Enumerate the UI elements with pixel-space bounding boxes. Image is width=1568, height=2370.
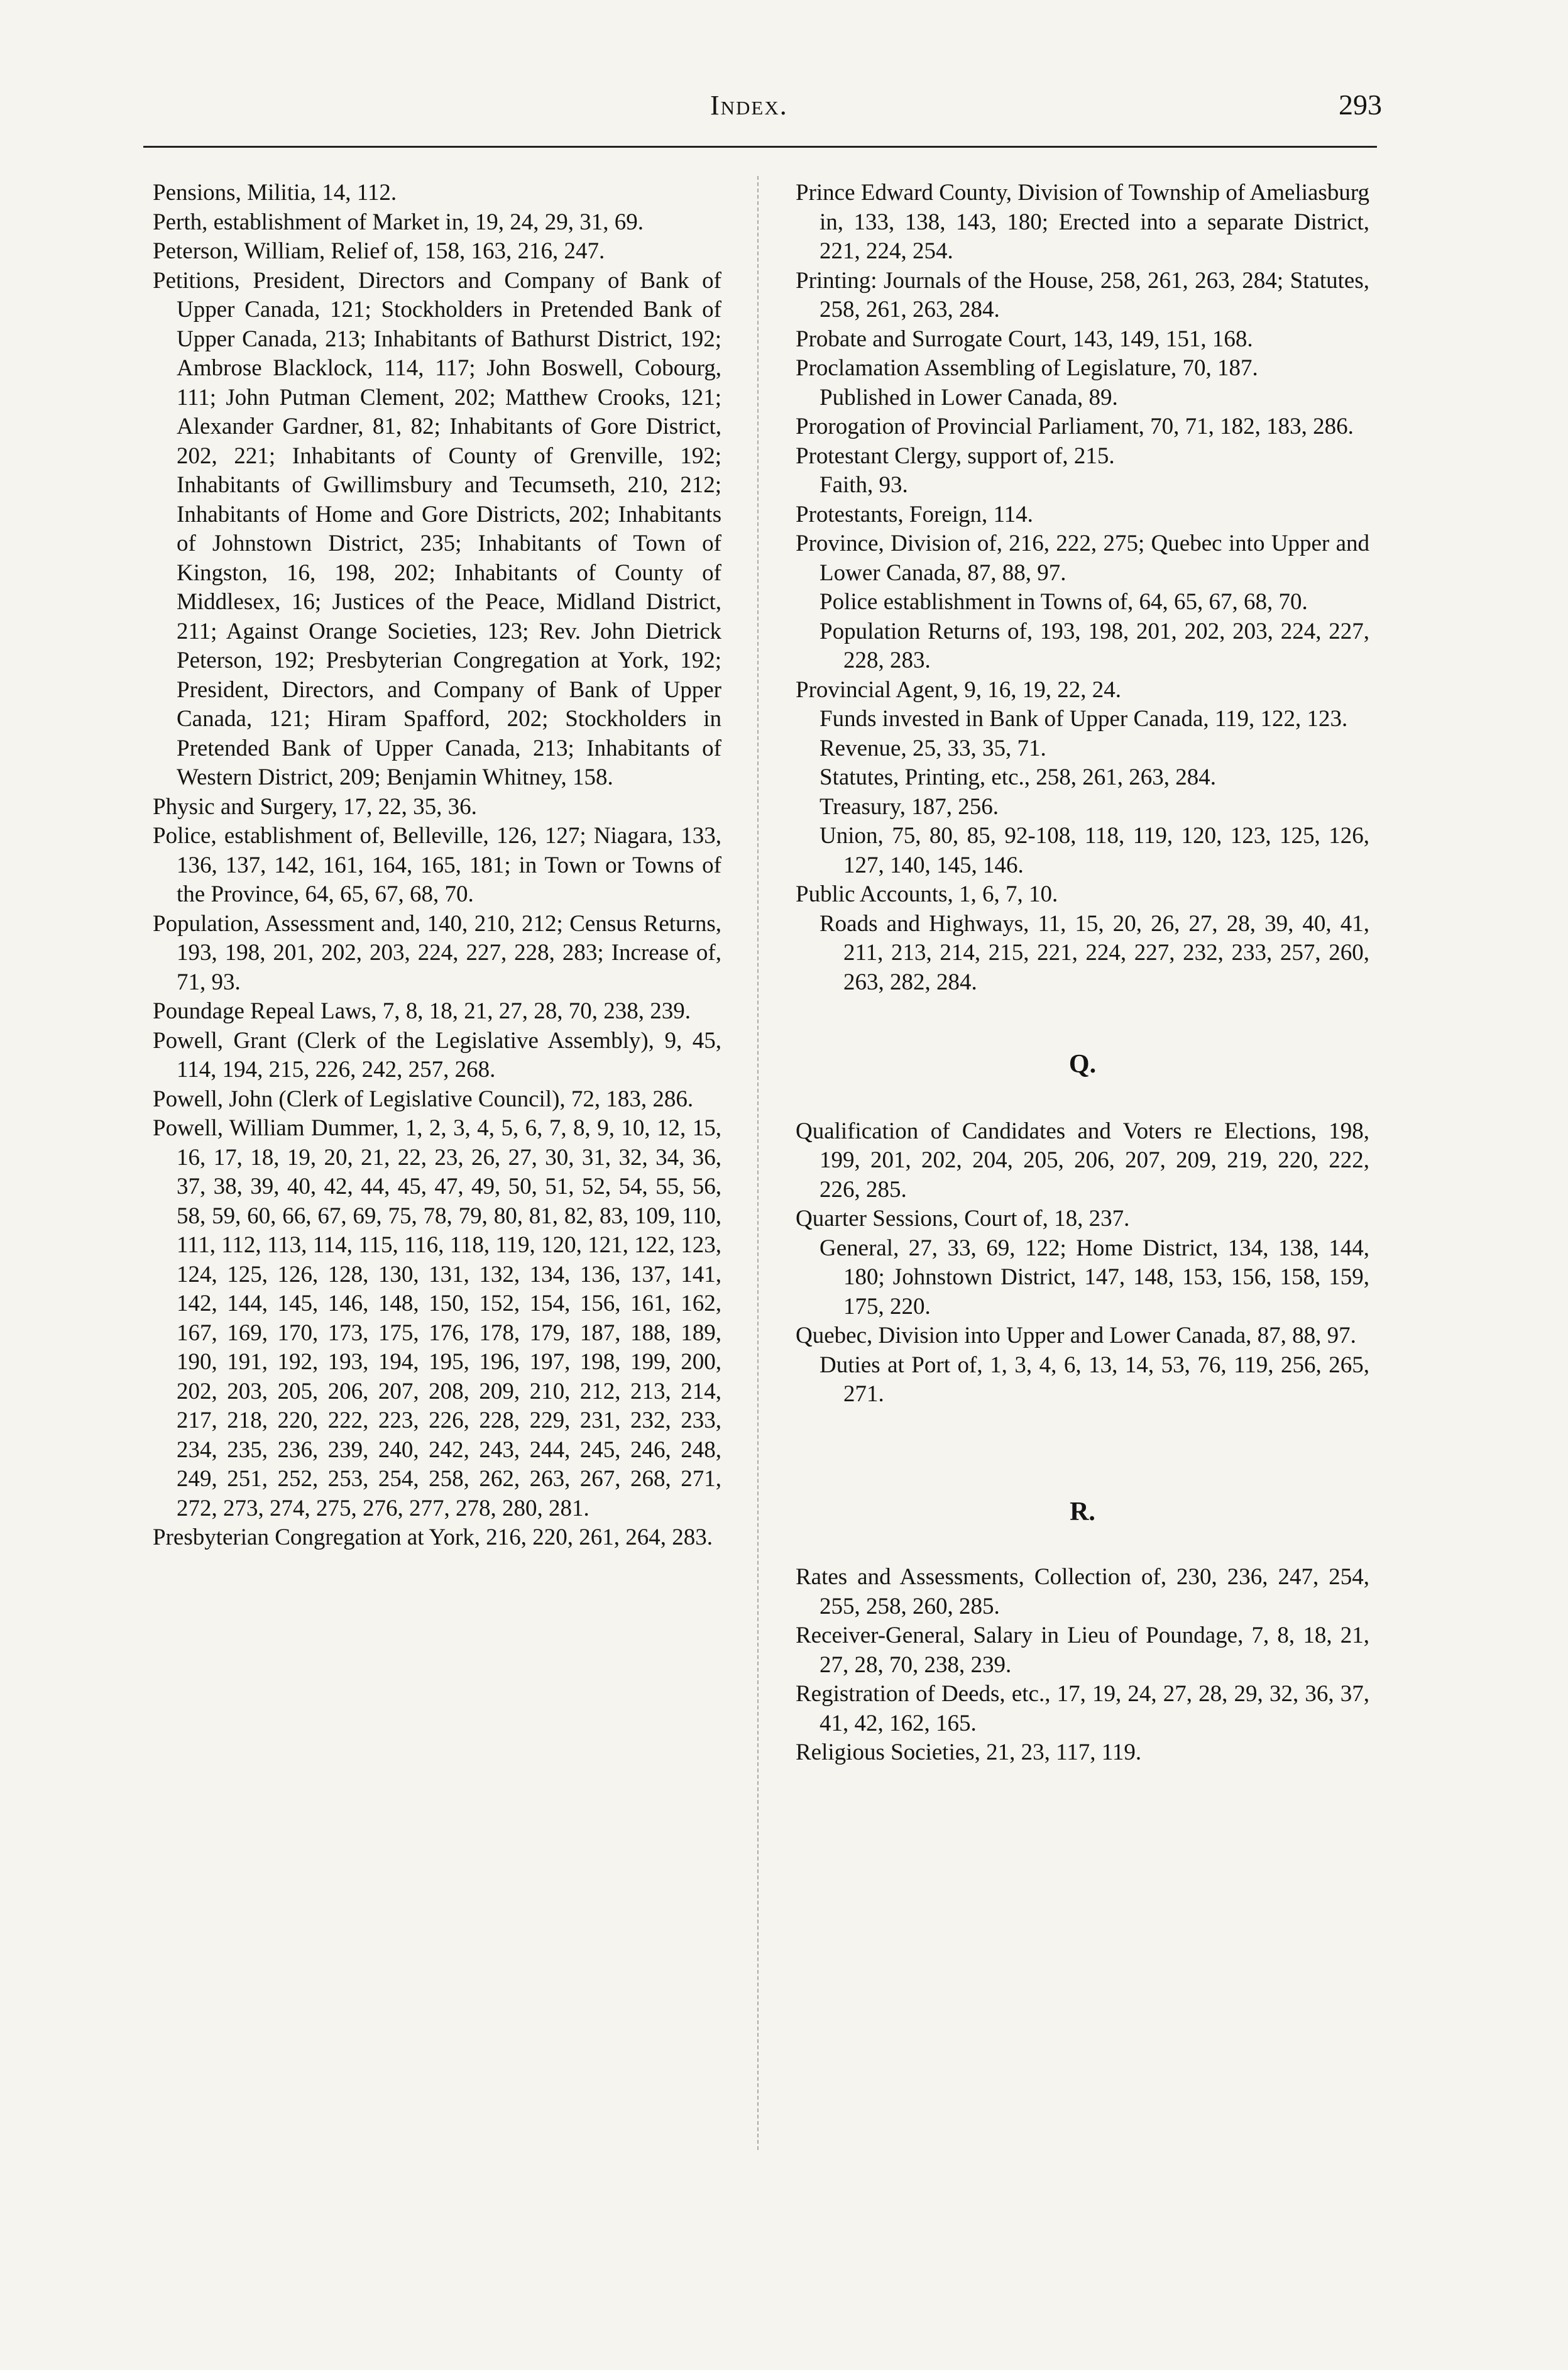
index-entry: Prorogation of Provincial Parliament, 70, 71, 182, 183, 286.	[796, 414, 1354, 439]
index-entry-petitions: Petitions, President, Directors and Company of Bank of Upper Canada, 121; Stockholders in Pretended Bank of Upper Canada, 213; Inhabitants of Bathurst District, 192; Ambrose Blacklock, 114, 117; John Boswell, Cobourg, 111; John Putman Clement, 202; Matthew Crooks, 121; Alexander Gardner, 81, 82; Inhabitants of Gore District, 202, 221; Inhabitants of County of Grenville, 192; Inhabitants of Gwillimsbury and Tecumseth, 210, 212; Inhabitants of Home and Gore Districts, 202; Inhabitants of Johnstown District, 235; Inhabitants of Town of Kingston, 16, 198, 202; Inhabitants of County of Middlesex, 16; Justices of the Peace, Midland District, 211; Against Orange Societies, 123; Rev. John Dietrick Peterson, 192; Presbyterian Congregation at York, 192; President, Directors, and Company of Bank of Upper Canada, 121; Hiram Spafford, 202; Stockholders in Pretended Bank of Upper Canada, 213; Inhabitants of Western District, 209; Benjamin Whitney, 158.	[153, 267, 721, 790]
index-entry: Religious Societies, 21, 23, 117, 119.	[796, 1739, 1142, 1765]
index-entry-pensions-militia: Pensions, Militia, 14, 112.	[153, 180, 397, 206]
index-entry-population: Population, Assessment and, 140, 210, 212; Census Returns, 193, 198, 201, 202, 203, 224, 227, 228, 283; Increase of, 71, 93.	[153, 910, 721, 995]
index-entry-police: Police, establishment of, Belleville, 126, 127; Niagara, 133, 136, 137, 142, 161, 164, 165, 181; in Town or Towns of the Province, 64, 65, 67, 68, 70.	[153, 823, 721, 907]
index-subentry: Roads and Highways, 11, 15, 20, 26, 27, 28, 39, 40, 41, 211, 213, 214, 215, 221, 224, 227, 232, 233, 257, 260, 263, 282, 284.	[820, 910, 1369, 995]
index-entry: Probate and Surrogate Court, 143, 149, 151, 168.	[796, 326, 1253, 352]
index-entry: Rates and Assessments, Collection of, 230, 236, 247, 254, 255, 258, 260, 285.	[796, 1564, 1369, 1619]
index-entry: Protestant Clergy, support of, 215.	[796, 443, 1115, 469]
section-heading-r: R.	[1070, 1497, 1095, 1526]
index-entry: Quarter Sessions, Court of, 18, 237.	[796, 1206, 1130, 1232]
index-entry: Proclamation Assembling of Legislature, 70, 187.	[796, 355, 1258, 381]
index-entry: Printing: Journals of the House, 258, 261, 263, 284; Statutes, 258, 261, 263, 284.	[796, 267, 1369, 322]
index-entry: Public Accounts, 1, 6, 7, 10.	[796, 881, 1058, 907]
index-entry: Province, Division of, 216, 222, 275; Quebec into Upper and Lower Canada, 87, 88, 97.	[796, 531, 1369, 586]
index-entry: Receiver-General, Salary in Lieu of Poundage, 7, 8, 18, 21, 27, 28, 70, 238, 239.	[796, 1623, 1369, 1678]
index-subentry: Statutes, Printing, etc., 258, 261, 263, 284.	[820, 764, 1217, 790]
index-entry-poundage-repeal: Poundage Repeal Laws, 7, 8, 18, 21, 27, 28, 70, 238, 239.	[153, 998, 691, 1024]
index-subentry: Published in Lower Canada, 89.	[820, 384, 1118, 411]
index-entry-peterson-william: Peterson, William, Relief of, 158, 163, 216, 247.	[153, 238, 605, 264]
r-entries-group	[796, 1563, 1369, 1768]
right-column	[796, 179, 1369, 1768]
header-rule	[143, 146, 1377, 148]
index-entry: Provincial Agent, 9, 16, 19, 22, 24.	[796, 676, 1121, 703]
index-entry: Protestants, Foreign, 114.	[796, 501, 1033, 527]
index-subentry: Funds invested in Bank of Upper Canada, 119, 122, 123.	[820, 706, 1348, 732]
index-entry-perth: Perth, establishment of Market in, 19, 24, 29, 31, 69.	[153, 209, 644, 235]
index-subentry: Union, 75, 80, 85, 92-108, 118, 119, 120, 123, 125, 126, 127, 140, 145, 146.	[820, 823, 1369, 878]
section-heading-q: Q.	[1068, 1050, 1097, 1079]
index-subentry: Police establishment in Towns of, 64, 65, 67, 68, 70.	[820, 589, 1308, 615]
index-subentry: Revenue, 25, 33, 35, 71.	[820, 735, 1046, 761]
page-number: 293	[1339, 89, 1382, 121]
index-subentry: General, 27, 33, 69, 122; Home District, 134, 138, 144, 180; Johnstown District, 147, 148, 153, 156, 158, 159, 175, 220.	[820, 1235, 1369, 1320]
index-subentry: Duties at Port of, 1, 3, 4, 6, 13, 14, 53, 76, 119, 256, 265, 271.	[820, 1352, 1369, 1407]
left-column	[153, 179, 721, 1553]
index-entry: Quebec, Division into Upper and Lower Canada, 87, 88, 97.	[796, 1323, 1356, 1348]
index-entry-powell-john: Powell, John (Clerk of Legislative Council), 72, 183, 286.	[153, 1086, 694, 1112]
index-subentry: Population Returns of, 193, 198, 201, 202, 203, 224, 227, 228, 283.	[820, 618, 1369, 673]
index-entry-powell-william-dummer: Powell, William Dummer, 1, 2, 3, 4, 5, 6, 7, 8, 9, 10, 12, 15, 16, 17, 18, 19, 20, 21, 22, 23, 26, 27, 30, 31, 32, 34, 36, 37, 38, 39, 40, 42, 44, 45, 47, 49, 50, 51, 52, 54, 55, 56, 58, 59, 60, 66, 67, 69, 75, 78, 79, 80, 81, 82, 83, 109, 110, 111, 112, 113, 114, 115, 116, 118, 119, 120, 121, 122, 123, 124, 125, 126, 128, 130, 131, 132, 134, 136, 137, 141, 142, 144, 145, 146, 148, 150, 152, 154, 156, 161, 162, 167, 169, 170, 173, 175, 176, 178, 179, 187, 188, 189, 190, 191, 192, 193, 194, 195, 196, 197, 198, 199, 200, 202, 203, 205, 206, 207, 208, 209, 210, 212, 213, 214, 217, 218, 220, 222, 223, 226, 228, 229, 231, 232, 233, 234, 235, 236, 239, 240, 242, 243, 244, 245, 246, 248, 249, 251, 252, 253, 254, 258, 262, 263, 267, 268, 271, 272, 273, 274, 275, 276, 277, 278, 280, 281.	[153, 1115, 721, 1521]
p-entries-group	[796, 179, 1369, 997]
index-entry-powell-grant: Powell, Grant (Clerk of the Legislative Assembly), 9, 45, 114, 194, 215, 226, 242, 257, 268.	[153, 1027, 721, 1083]
page-header-title: Index.	[710, 90, 788, 121]
index-subentry: Treasury, 187, 256.	[820, 793, 999, 820]
index-entry: Qualification of Candidates and Voters re Elections, 198, 199, 201, 202, 204, 205, 206, 207, 209, 219, 220, 222, 226, 285.	[796, 1118, 1369, 1203]
q-entries-group	[796, 1117, 1369, 1409]
column-divider	[757, 176, 759, 2150]
index-subentry: Faith, 93.	[820, 472, 908, 498]
index-entry: Registration of Deeds, etc., 17, 19, 24, 27, 28, 29, 32, 36, 37, 41, 42, 162, 165.	[796, 1681, 1369, 1736]
index-entry: Prince Edward County, Division of Township of Ameliasburg in, 133, 138, 143, 180; Erected into a separate District, 221, 224, 254.	[796, 180, 1369, 264]
index-entry-physic-and-surgery: Physic and Surgery, 17, 22, 35, 36.	[153, 793, 477, 820]
index-entry-presbyterian-congregation: Presbyterian Congregation at York, 216, 220, 261, 264, 283.	[153, 1524, 713, 1550]
